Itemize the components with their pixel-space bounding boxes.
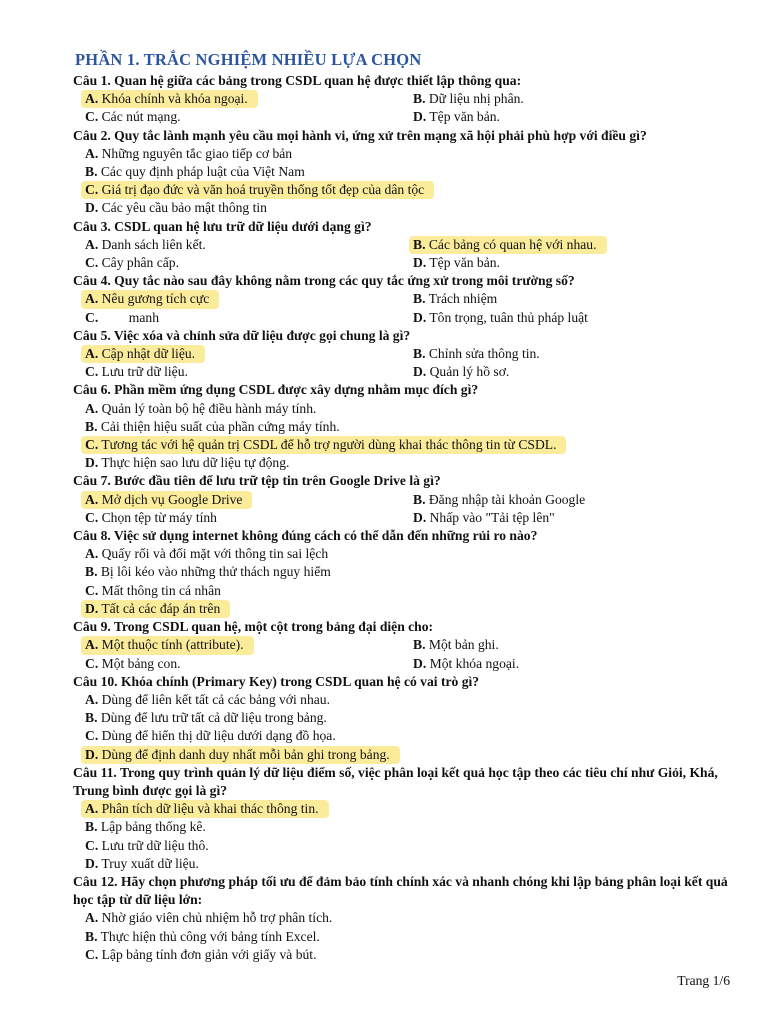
option-text: Lưu trữ dữ liệu thô.	[98, 837, 209, 853]
option-text: manh	[98, 309, 160, 325]
option-label: A.	[85, 801, 99, 817]
option-row	[73, 436, 743, 454]
option-label: D.	[413, 109, 427, 125]
question-number: Câu 2.	[73, 127, 111, 143]
answer-option	[413, 90, 524, 108]
answer-option	[81, 345, 205, 363]
option-cell	[413, 363, 743, 381]
answer-option	[85, 145, 292, 163]
option-row	[73, 400, 743, 418]
option-cell	[413, 491, 743, 509]
answer-option	[85, 946, 316, 964]
option-label: C.	[85, 182, 99, 198]
question-number: Câu 8.	[73, 528, 111, 544]
answer-option	[409, 236, 607, 254]
answer-option	[85, 563, 331, 581]
answer-option	[413, 345, 540, 363]
option-label: C.	[85, 437, 99, 453]
option-row	[73, 509, 743, 527]
option-text: Danh sách liên kết.	[98, 236, 206, 252]
question-text: Trong quy trình quản lý dữ liệu điểm số, việc phân loại kết quả học tập theo các tiêu chí như Giỏi, Khá, Trung bình được gọi là gì?	[73, 764, 718, 798]
answer-option	[81, 181, 434, 199]
option-label: B.	[413, 236, 426, 252]
option-label: A.	[85, 236, 99, 252]
answer-option	[81, 746, 400, 764]
question-number: Câu 7.	[73, 473, 111, 489]
option-label: B.	[413, 637, 426, 653]
option-row	[73, 818, 743, 836]
option-cell	[73, 345, 413, 363]
question-text: Việc sử dụng internet không đúng cách có thể dẫn đến những rủi ro nào?	[110, 528, 538, 544]
page-number: Trang 1/6	[677, 973, 730, 988]
answer-option	[81, 290, 219, 308]
option-text: Thực hiện thủ công với bảng tính Excel.	[97, 928, 320, 944]
answer-option	[85, 163, 305, 181]
option-cell	[73, 90, 413, 108]
option-label: B.	[85, 819, 98, 835]
answer-option	[413, 491, 585, 509]
option-text: Tương tác với hệ quản trị CSDL để hỗ trợ người dùng khai thác thông tin từ CSDL.	[98, 437, 557, 453]
answer-option	[413, 290, 497, 308]
option-row	[73, 345, 743, 363]
question-text: Việc xóa và chỉnh sửa dữ liệu được gọi chung là gì?	[110, 327, 411, 343]
answer-option	[81, 800, 329, 818]
option-label: B.	[85, 164, 98, 180]
option-label: B.	[85, 418, 98, 434]
question-text: Quy tắc nào sau đây không nằm trong các quy tắc ứng xử trong môi trường số?	[110, 273, 575, 289]
option-text: Một bản ghi.	[425, 637, 499, 653]
answer-option	[85, 254, 179, 272]
option-text: Dùng để lưu trữ tất cả dữ liệu trong bảng.	[97, 710, 327, 726]
option-cell	[413, 290, 743, 308]
option-text: Tất cả các đáp án trên	[98, 600, 221, 616]
option-label: A.	[85, 346, 99, 362]
option-label: B.	[413, 291, 426, 307]
option-text: Trách nhiệm	[425, 291, 498, 307]
option-label: A.	[85, 637, 99, 653]
option-row	[73, 946, 743, 964]
option-text: Cập nhật dữ liệu.	[98, 346, 196, 362]
section-title: PHẦN 1. TRẮC NGHIỆM NHIỀU LỰA CHỌN	[75, 50, 422, 69]
option-row	[73, 746, 743, 764]
question-stem	[73, 472, 743, 490]
question-stem	[73, 673, 743, 691]
option-label: B.	[85, 710, 98, 726]
answer-option	[413, 655, 519, 673]
option-text: Quản lý hồ sơ.	[426, 364, 510, 380]
option-text: Lưu trữ dữ liệu.	[98, 364, 188, 380]
option-row	[73, 691, 743, 709]
answer-option	[85, 400, 316, 418]
option-label: C.	[85, 109, 99, 125]
option-row	[73, 709, 743, 727]
option-cell	[413, 309, 743, 327]
option-text: Nhờ giáo viên chủ nhiệm hỗ trợ phân tích.	[98, 910, 333, 926]
option-row	[73, 236, 743, 254]
option-row	[73, 837, 743, 855]
option-row	[73, 145, 743, 163]
option-row	[73, 90, 743, 108]
option-row	[73, 163, 743, 181]
answer-option	[413, 108, 500, 126]
option-cell	[413, 636, 743, 654]
question-stem	[73, 327, 743, 345]
question-text: Quan hệ giữa các bảng trong CSDL quan hệ được thiết lập thông qua:	[110, 73, 522, 88]
option-row	[73, 727, 743, 745]
option-text: Các bảng có quan hệ với nhau.	[425, 236, 597, 252]
question-stem	[73, 527, 743, 545]
option-label: A.	[85, 691, 99, 707]
option-cell	[73, 509, 413, 527]
answer-option	[81, 600, 230, 618]
question-stem	[73, 618, 743, 636]
option-row	[73, 855, 743, 873]
option-row	[73, 909, 743, 927]
answer-option	[85, 108, 181, 126]
answer-option	[81, 636, 254, 654]
option-label: A.	[85, 400, 99, 416]
answer-option	[85, 909, 332, 927]
option-cell	[413, 254, 743, 272]
option-label: B.	[85, 564, 98, 580]
option-text: Bị lôi kéo vào những thử thách nguy hiểm	[97, 564, 331, 580]
option-text: Quản lý toàn bộ hệ điều hành máy tính.	[98, 400, 317, 416]
option-cell	[73, 309, 413, 327]
option-label: A.	[85, 291, 99, 307]
option-label: D.	[85, 746, 99, 762]
option-row	[73, 290, 743, 308]
answer-option	[81, 90, 258, 108]
option-label: B.	[413, 91, 426, 107]
option-label: D.	[85, 200, 99, 216]
answer-option	[85, 655, 181, 673]
question-text: CSDL quan hệ lưu trữ dữ liệu dưới dạng gì?	[110, 218, 372, 234]
option-text: Quấy rối và đối mặt với thông tin sai lệch	[98, 546, 329, 562]
option-text: Tệp văn bản.	[426, 255, 500, 271]
option-row	[73, 309, 743, 327]
option-text: Chỉnh sửa thông tin.	[425, 346, 540, 362]
option-cell	[73, 254, 413, 272]
option-label: C.	[85, 582, 99, 598]
option-text: Khóa chính và khóa ngoại.	[98, 91, 248, 107]
answer-option	[413, 254, 500, 272]
option-row	[73, 491, 743, 509]
option-text: Các nút mạng.	[98, 109, 181, 125]
option-text: Mở dịch vụ Google Drive	[98, 491, 243, 507]
option-row	[73, 363, 743, 381]
option-row	[73, 563, 743, 581]
option-text: Mất thông tin cá nhân	[98, 582, 221, 598]
answer-option	[85, 363, 188, 381]
option-text: Giá trị đạo đức và văn hoá truyền thống tốt đẹp của dân tộc	[98, 182, 425, 198]
option-text: Nêu gương tích cực	[98, 291, 210, 307]
question-number: Câu 12.	[73, 873, 118, 889]
answer-option	[413, 509, 555, 527]
option-text: Nhấp vào "Tải tệp lên"	[426, 509, 555, 525]
option-label: D.	[413, 655, 427, 671]
option-cell	[413, 345, 743, 363]
option-text: Tệp văn bản.	[426, 109, 500, 125]
option-cell	[413, 236, 743, 254]
answer-option	[85, 236, 206, 254]
question-stem	[73, 72, 743, 90]
answer-option	[85, 509, 217, 527]
option-row	[73, 418, 743, 436]
option-row	[73, 545, 743, 563]
option-label: C.	[85, 728, 99, 744]
option-text: Các quy định pháp luật của Việt Nam	[97, 164, 305, 180]
question-stem	[73, 127, 743, 145]
option-text: Lập bảng thống kê.	[97, 819, 206, 835]
answer-option	[85, 855, 199, 873]
option-text: Phân tích dữ liệu và khai thác thông tin.	[98, 801, 319, 817]
option-label: D.	[413, 364, 427, 380]
option-row	[73, 254, 743, 272]
option-label: A.	[85, 910, 99, 926]
option-text: Chọn tệp từ máy tính	[98, 509, 217, 525]
option-row	[73, 108, 743, 126]
option-row	[73, 928, 743, 946]
option-label: D.	[85, 600, 99, 616]
option-cell	[413, 108, 743, 126]
answer-option	[81, 491, 252, 509]
option-label: D.	[413, 509, 427, 525]
answer-option	[85, 837, 209, 855]
option-text: Lập bảng tính đơn giản với giấy và bút.	[98, 946, 317, 962]
option-text: Các yêu cầu bảo mật thông tin	[98, 200, 267, 216]
option-row	[73, 199, 743, 217]
option-cell	[413, 90, 743, 108]
option-label: D.	[85, 855, 99, 871]
option-label: A.	[85, 145, 99, 161]
option-text: Một bảng con.	[98, 655, 181, 671]
option-cell	[73, 108, 413, 126]
option-row	[73, 582, 743, 600]
answer-option	[85, 582, 221, 600]
question-stem	[73, 272, 743, 290]
answer-option	[81, 436, 566, 454]
answer-option	[413, 309, 588, 327]
option-row	[73, 454, 743, 472]
option-text: Một khóa ngoại.	[426, 655, 520, 671]
option-text: Dùng để liên kết tất cả các bảng với nhau.	[98, 691, 330, 707]
question-number: Câu 10.	[73, 673, 118, 689]
answer-option	[85, 691, 330, 709]
option-label: C.	[85, 309, 99, 325]
option-text: Dùng để hiển thị dữ liệu dưới dạng đồ họa.	[98, 728, 336, 744]
option-text: Tôn trọng, tuân thủ pháp luật	[426, 309, 588, 325]
answer-option	[85, 928, 320, 946]
option-row	[73, 800, 743, 818]
answer-option	[85, 727, 336, 745]
option-cell	[413, 509, 743, 527]
option-cell	[73, 491, 413, 509]
answer-option	[85, 309, 159, 327]
answer-option	[413, 363, 509, 381]
question-text: Khóa chính (Primary Key) trong CSDL quan hệ có vai trò gì?	[117, 673, 480, 689]
option-label: A.	[85, 491, 99, 507]
option-label: C.	[85, 509, 99, 525]
option-cell	[73, 290, 413, 308]
option-label: B.	[413, 346, 426, 362]
answer-option	[85, 818, 206, 836]
question-stem	[73, 873, 743, 909]
option-row	[73, 600, 743, 618]
question-stem	[73, 381, 743, 399]
option-label: A.	[85, 546, 99, 562]
question-stem	[73, 764, 743, 800]
question-number: Câu 6.	[73, 382, 111, 398]
option-label: D.	[413, 309, 427, 325]
option-label: C.	[85, 655, 99, 671]
option-text: Dùng để định danh duy nhất mỗi bản ghi trong bảng.	[98, 746, 390, 762]
option-row	[73, 655, 743, 673]
option-label: C.	[85, 837, 99, 853]
question-text: Quy tắc lành mạnh yêu cầu mọi hành vi, ứng xử trên mạng xã hội phải phù hợp với điều gì?	[110, 127, 647, 143]
option-label: C.	[85, 255, 99, 271]
option-text: Cây phân cấp.	[98, 255, 179, 271]
option-row	[73, 181, 743, 199]
option-text: Một thuộc tính (attribute).	[98, 637, 244, 653]
option-row	[73, 636, 743, 654]
question-number: Câu 4.	[73, 273, 111, 289]
answer-option	[85, 199, 267, 217]
answer-option	[85, 418, 340, 436]
option-text: Thực hiện sao lưu dữ liệu tự động.	[98, 455, 290, 471]
question-text: Trong CSDL quan hệ, một cột trong bảng đại diện cho:	[110, 619, 434, 635]
option-text: Dữ liệu nhị phân.	[425, 91, 524, 107]
option-text: Cải thiện hiệu suất của phần cứng máy tính.	[97, 418, 340, 434]
answer-option	[413, 636, 499, 654]
option-label: B.	[85, 928, 98, 944]
question-number: Câu 3.	[73, 218, 111, 234]
answer-option	[85, 545, 328, 563]
option-cell	[73, 636, 413, 654]
option-cell	[73, 363, 413, 381]
question-number: Câu 9.	[73, 619, 111, 635]
question-text: Bước đầu tiên để lưu trữ tệp tin trên Google Drive là gì?	[110, 473, 441, 489]
question-number: Câu 11.	[73, 764, 117, 780]
answer-option	[85, 709, 327, 727]
option-text: Những nguyên tắc giao tiếp cơ bản	[98, 145, 293, 161]
option-label: D.	[85, 455, 99, 471]
option-label: B.	[413, 491, 426, 507]
option-label: C.	[85, 946, 99, 962]
question-text: Phần mềm ứng dụng CSDL được xây dựng nhằm mục đích gì?	[110, 382, 479, 398]
option-text: Đăng nhập tài khoản Google	[425, 491, 586, 507]
answer-option	[85, 454, 289, 472]
question-number: Câu 5.	[73, 327, 111, 343]
question-stem	[73, 218, 743, 236]
option-label: A.	[85, 91, 99, 107]
option-cell	[73, 655, 413, 673]
question-number: Câu 1.	[73, 73, 111, 88]
option-cell	[73, 236, 413, 254]
option-label: C.	[85, 364, 99, 380]
option-label: D.	[413, 255, 427, 271]
question-text: Hãy chọn phương pháp tối ưu để đảm bảo tính chính xác và nhanh chóng khi lập bảng phân loại kết quả học tập từ dữ liệu lớn:	[73, 873, 728, 908]
option-text: Truy xuất dữ liệu.	[98, 855, 199, 871]
option-cell	[413, 655, 743, 673]
question-list	[73, 72, 743, 964]
